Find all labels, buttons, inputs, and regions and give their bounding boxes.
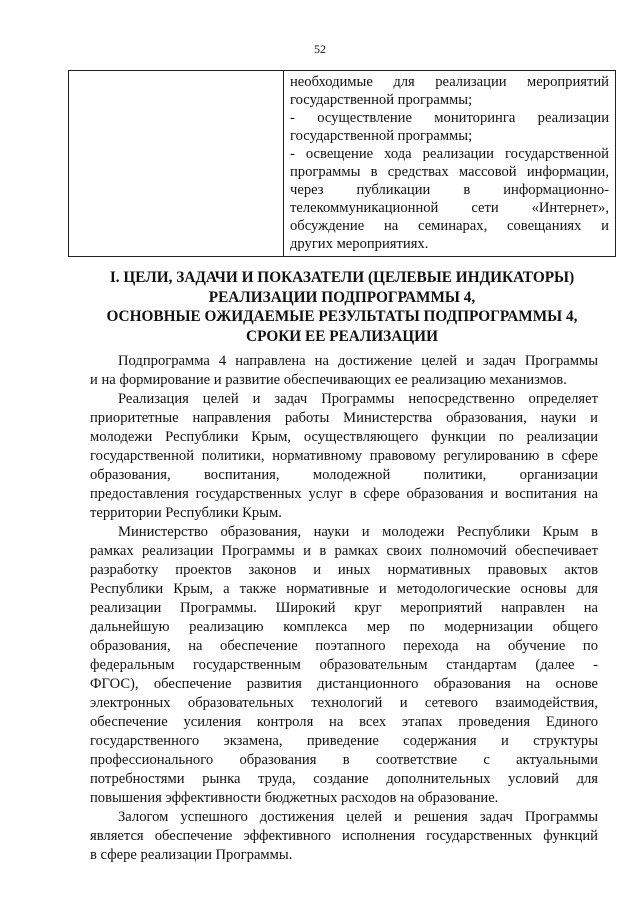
- paragraph-line: территории Республики Крым.: [90, 505, 282, 521]
- table-cell-empty: [69, 71, 284, 257]
- paragraph-line: образования, воспитания, молодежной политики, организации: [90, 467, 598, 483]
- paragraph-line: повышения эффективности бюджетных расходов на образование.: [90, 790, 499, 806]
- table-cell-line: других мероприятиях.: [290, 236, 429, 252]
- table-cell-line: программы в средствах массовой информации,: [290, 164, 609, 180]
- table-cell-line: - осуществление мониторинга реализации: [290, 110, 609, 126]
- paragraph-line: молодежи Республики Крым, осуществляющего функции по реализации: [90, 429, 598, 445]
- paragraph-line: разработку проектов законов и иных нормативных правовых актов: [90, 562, 598, 578]
- heading-line: I. ЦЕЛИ, ЗАДАЧИ И ПОКАЗАТЕЛИ (ЦЕЛЕВЫЕ ИНДИКАТОРЫ): [109, 269, 575, 286]
- paragraph-line: является обеспечение эффективного исполнения государственных функций: [90, 828, 598, 844]
- table-cell-line: телекоммуникационной сети «Интернет»,: [290, 200, 609, 216]
- heading-line: ОСНОВНЫЕ ОЖИДАЕМЫЕ РЕЗУЛЬТАТЫ ПОДПРОГРАММЫ 4,: [106, 308, 578, 325]
- paragraph-line: Реализация целей и задач Программы непосредственно определяет: [118, 391, 598, 407]
- paragraph-line: федеральным государственным образовательным стандартам (далее -: [90, 657, 598, 673]
- paragraph-line: Залогом успешного достижения целей и решения задач Программы: [118, 809, 598, 825]
- paragraph-line: государственной политики, нормативному правовому регулированию в сфере: [90, 448, 598, 464]
- table-cell-line: необходимые для реализации мероприятий: [290, 74, 609, 90]
- table-cell-text: [284, 71, 616, 257]
- paragraph-line: предоставления государственных услуг в сфере образования и воспитания на: [90, 486, 598, 502]
- paragraph-line: дальнейшую реализацию комплекса мер по модернизации общего: [90, 619, 598, 635]
- table-cell-line: через публикации в информационно-: [290, 182, 609, 198]
- table-row: [69, 71, 616, 257]
- paragraph-line: в сфере реализации Программы.: [90, 847, 293, 863]
- paragraph-line: Министерство образования, науки и молодежи Республики Крым в: [118, 524, 598, 540]
- heading-line: РЕАЛИЗАЦИИ ПОДПРОГРАММЫ 4,: [208, 288, 476, 306]
- paragraph-line: ФГОС), обеспечение развития дистанционного образования на основе: [90, 676, 598, 692]
- paragraph: [90, 808, 598, 865]
- continuation-table: [68, 70, 616, 257]
- paragraph-line: Подпрограмма 4 направлена на достижение целей и задач Программы: [118, 353, 598, 369]
- paragraph-line: реализации Программы. Широкий круг мероприятий направлен на: [90, 600, 598, 616]
- paragraph-line: Республики Крым, а также нормативные и методологические основы для: [90, 581, 598, 597]
- paragraph-line: государственного экзамена, приведение содержания и структуры: [90, 733, 598, 749]
- paragraph-line: обеспечение усиления контроля на всех этапах проведения Единого: [90, 714, 598, 730]
- table-cell-line: - освещение хода реализации государственной: [290, 146, 609, 162]
- paragraph-line: рамках реализации Программы и в рамках своих полномочий обеспечивает: [90, 543, 598, 559]
- paragraph-line: профессионального образования в соответствие с актуальными: [90, 752, 598, 768]
- section-heading: [60, 268, 624, 346]
- paragraph-line: электронных образовательных технологий и сетевого взаимодействия,: [90, 695, 598, 711]
- table-cell-line: государственной программы;: [290, 128, 473, 144]
- table-cell-line: государственной программы;: [290, 92, 473, 108]
- paragraph-line: приоритетные направления работы Министерства образования, науки и: [90, 410, 598, 426]
- table-cell-line: обсуждение на семинарах, совещаниях и: [290, 218, 609, 234]
- paragraph-line: образования, на обеспечение поэтапного перехода на обучение по: [90, 638, 598, 654]
- paragraph: [90, 523, 598, 808]
- paragraph: [90, 390, 598, 523]
- paragraph-line: и на формирование и развитие обеспечивающих ее реализацию механизмов.: [90, 372, 567, 388]
- paragraph: [90, 352, 598, 390]
- paragraph-line: потребностями рынка труда, создание дополнительных условий для: [90, 771, 598, 787]
- page-number: 52: [314, 42, 326, 56]
- body-text: [90, 352, 598, 865]
- heading-line: СРОКИ ЕЕ РЕАЛИЗАЦИИ: [246, 327, 438, 345]
